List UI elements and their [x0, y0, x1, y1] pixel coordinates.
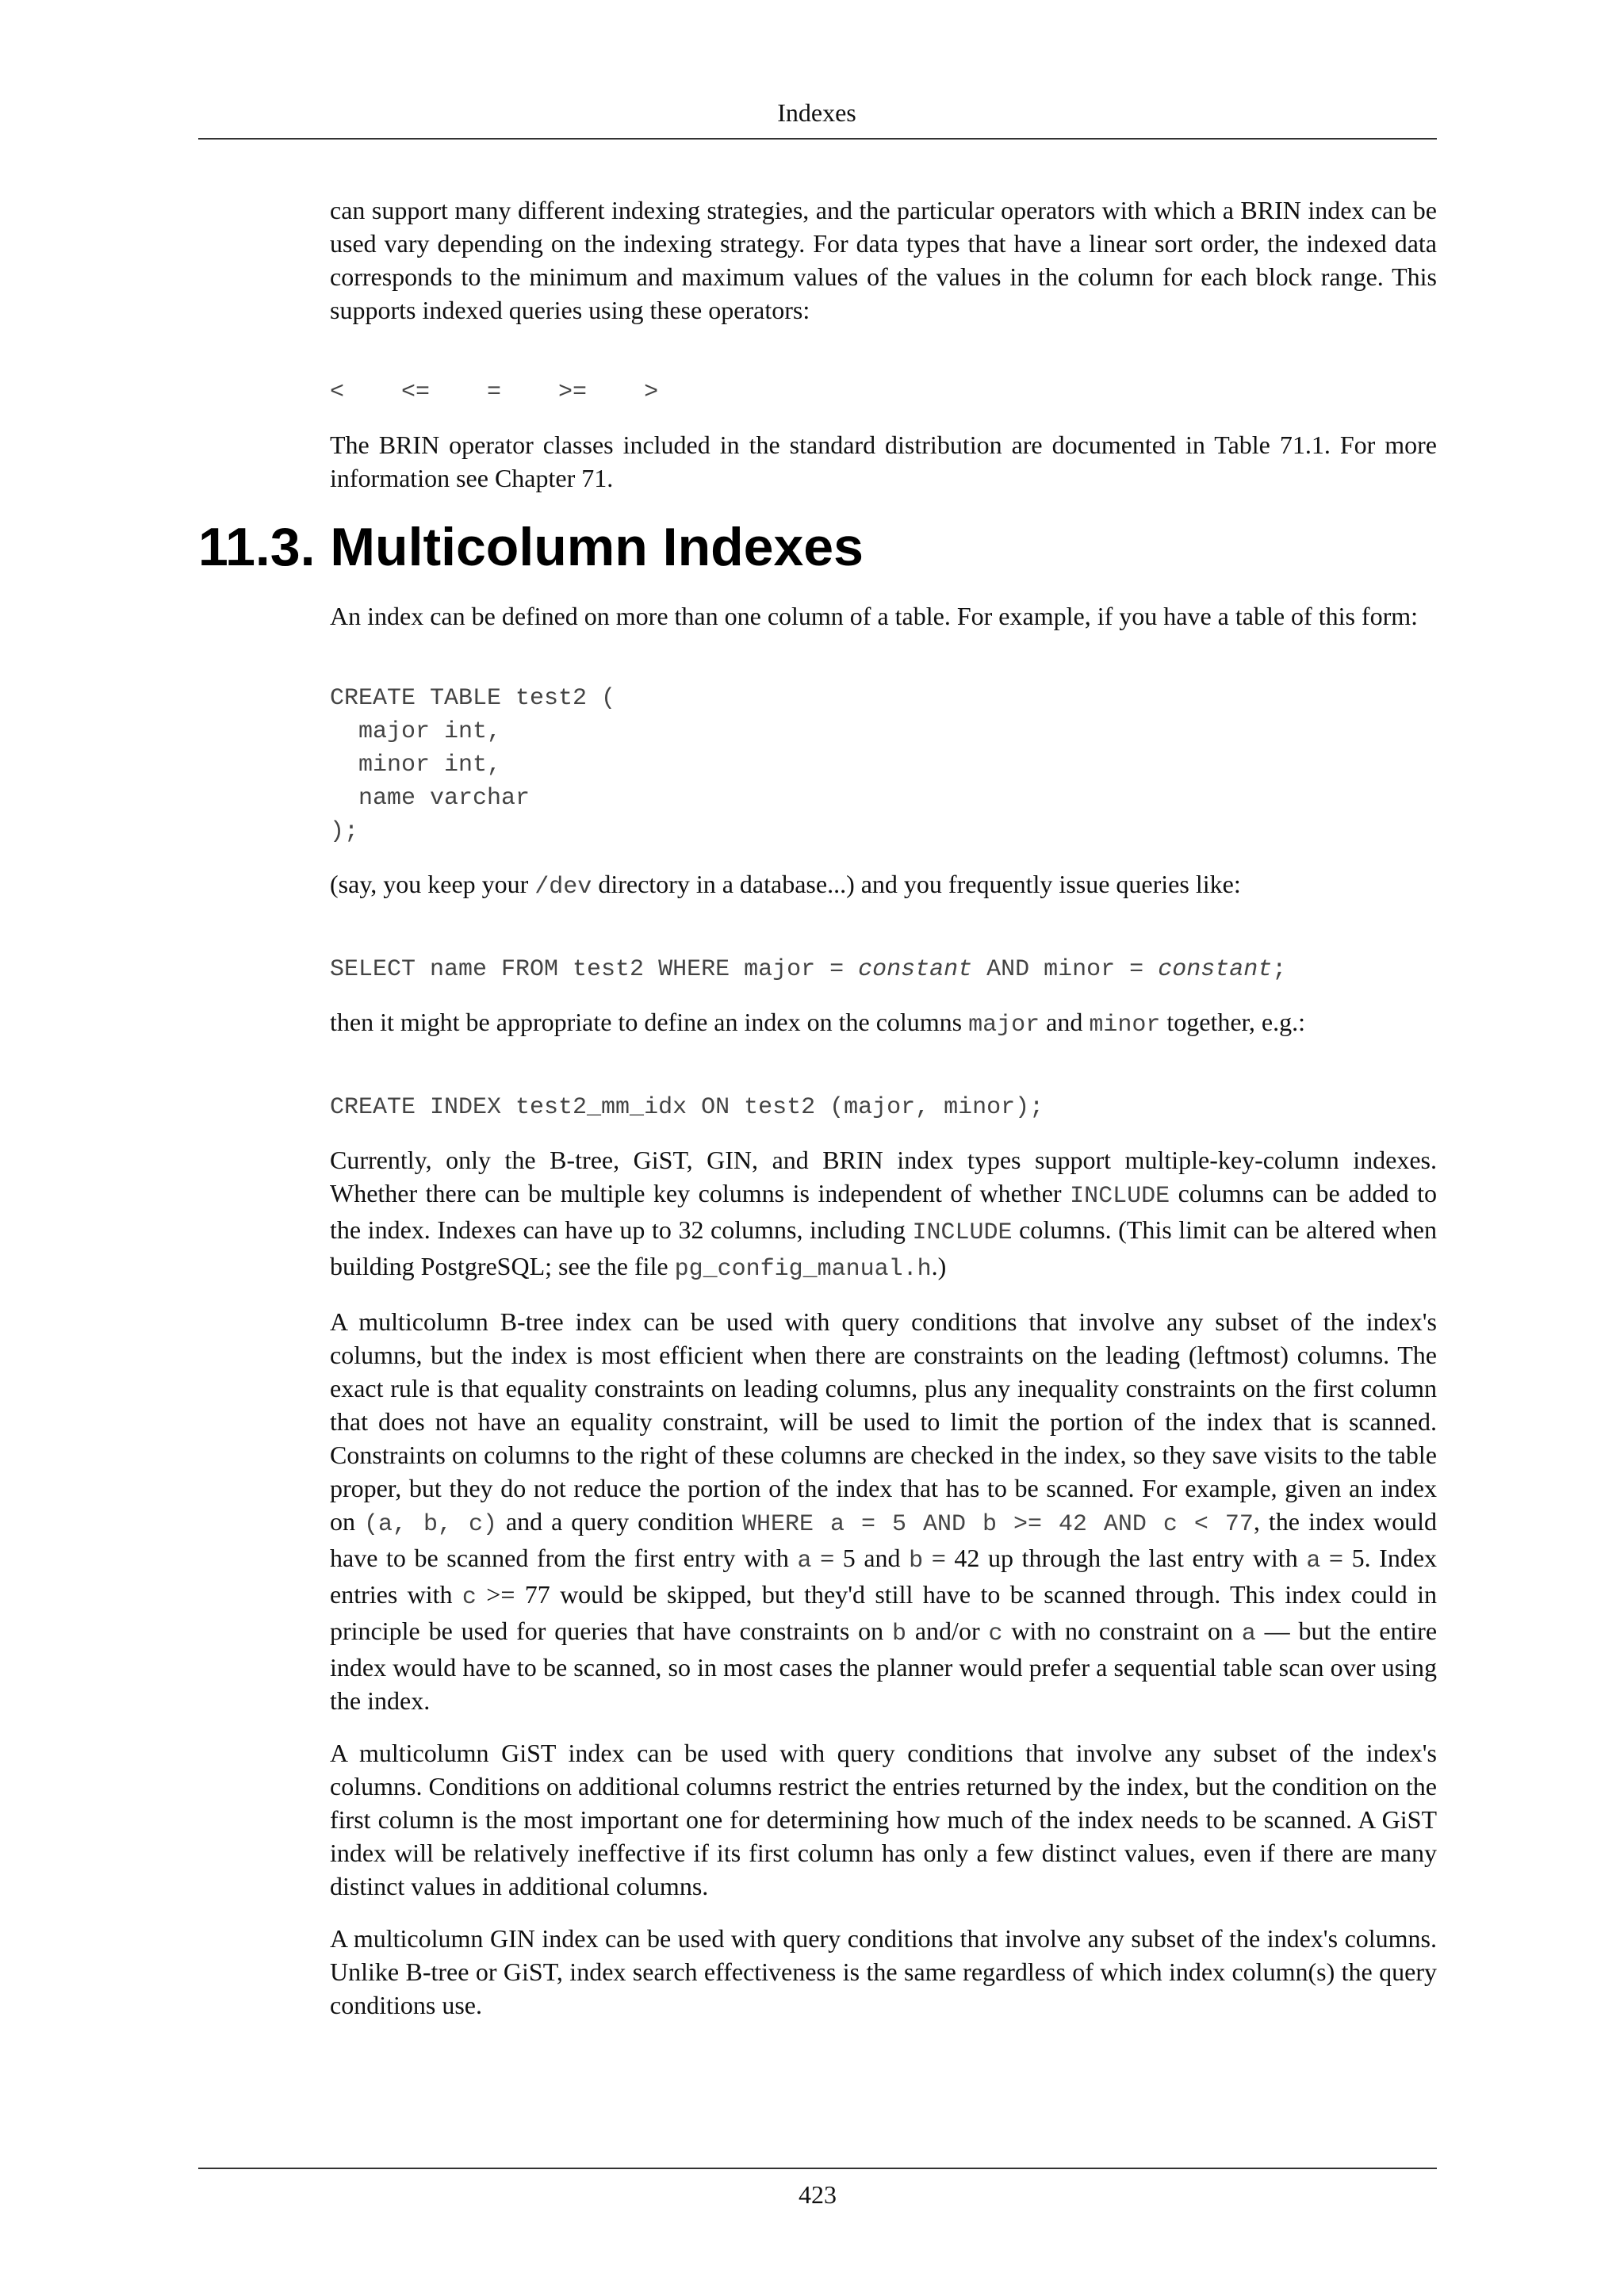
create-table-code: CREATE TABLE test2 ( major int, minor int, name varchar ); — [330, 685, 616, 845]
page-body — [198, 193, 1438, 2041]
column-c-code: c — [462, 1584, 477, 1611]
define-index-paragraph: then it might be appropriate to define an index on the columns major and minor together, e.g.: — [330, 1008, 1306, 1039]
where-condition-code: WHERE a = 5 AND b >= 42 AND c < 77 — [742, 1511, 1254, 1538]
constant-placeholder: constant — [1158, 956, 1273, 983]
running-header: Indexes — [777, 98, 856, 127]
create-index-code: CREATE INDEX test2_mm_idx ON test2 (major, minor); — [330, 1094, 1044, 1121]
operator-list — [330, 376, 1437, 409]
page-number: 423 — [799, 2180, 837, 2209]
index-types-paragraph: Currently, only the B-tree, GiST, GIN, and BRIN index types support multiple-key-column indexes. Whether there can be multiple key columns is independent of whether INCLUDE columns can be added to the index. Indexes can have up to 32 columns, including INCLUDE columns. (This limit can be altered when building PostgreSQL; see the file pg_config_manual.h.) — [330, 1146, 1438, 1283]
constant-placeholder: constant — [858, 956, 973, 983]
header-rule — [198, 138, 1437, 140]
include-keyword-code: INCLUDE — [912, 1219, 1013, 1246]
operator-gt: > — [644, 379, 659, 406]
operator-ge: >= — [558, 379, 588, 406]
column-a-code: a — [1306, 1548, 1321, 1575]
footer-rule — [198, 2168, 1437, 2169]
operator-lt: < — [330, 379, 345, 406]
column-minor-code: minor — [1089, 1012, 1161, 1039]
select-query-code: SELECT name FROM test2 WHERE major = constant AND minor = constant; — [330, 956, 1287, 983]
intro-paragraph: can support many different indexing strategies, and the particular operators with which a BRIN index can be used vary depending on the indexing strategy. For data types that have a linear sort order, the indexed data corresponds to the minimum and maximum values of the values in the column for each block range. This supports indexed queries using these operators: — [330, 196, 1437, 324]
gist-paragraph: A multicolumn GiST index can be used with query conditions that involve any subset of the index's columns. Conditions on additional columns restrict the entries returned by the index, but the condition on the first column is the most important one for determining how much of the index needs to be scanned. A GiST index will be relatively ineffective if its first column has only a few distinct values, even if there are many distinct values in additional columns. — [330, 1739, 1437, 1900]
brin-operator-classes-paragraph: The BRIN operator classes included in the standard distribution are documented in Table 71.1. For more information see Chapter 71. — [330, 430, 1437, 492]
operator-eq: = — [487, 379, 502, 406]
dev-directory-paragraph: (say, you keep your /dev directory in a database...) and you frequently issue queries like: — [330, 870, 1241, 901]
column-b-code: b — [891, 1621, 906, 1647]
gin-paragraph: A multicolumn GIN index can be used with query conditions that involve any subset of the index's columns. Unlike B-tree or GiST, index search effectiveness is the same regardless of which index column(s) the query conditions use. — [330, 1924, 1437, 2019]
column-c-code: c — [988, 1621, 1003, 1647]
column-major-code: major — [968, 1012, 1040, 1039]
include-keyword-code: INCLUDE — [1070, 1183, 1170, 1210]
operator-le: <= — [401, 379, 431, 406]
config-file-code: pg_config_manual.h — [674, 1256, 932, 1283]
column-a-code: a — [1241, 1621, 1256, 1647]
column-b-code: b — [909, 1548, 924, 1575]
section-heading: 11.3. Multicolumn Indexes — [198, 517, 864, 577]
btree-paragraph: A multicolumn B-tree index can be used with query conditions that involve any subset of the index's columns, but the index is most efficient when there are constraints on the leading (leftmost) columns. The exact rule is that equality constraints on leading columns, plus any inequality constraints on the first column that does not have an equality constraint, will be used to limit the portion of the index that is scanned. Constraints on columns to the right of these columns are checked in the index, so they save visits to the table proper, but they do not reduce the portion of the index that has to be scanned. For example, given an index on (a, b, c) and a query condition WHERE a = 5 AND b >= 42 AND c < 77, the index would have to be scanned from the first entry with a = 5 and b = 42 up through the last entry with a = 5. Index entries with c >= 77 would be skipped, but they'd still have to be scanned through. This index could in principle be used for queries that have constraints on b and/or c with no constraint on a — but the entire index would have to be scanned, so in most cases the planner would prefer a sequential table scan over using the index. — [330, 1307, 1438, 1715]
multicolumn-intro-paragraph: An index can be defined on more than one column of a table. For example, if you have a table of this form: — [330, 602, 1419, 630]
dev-path-code: /dev — [534, 874, 592, 901]
column-a-code: a — [797, 1548, 812, 1575]
index-columns-code: (a, b, c) — [363, 1511, 497, 1538]
